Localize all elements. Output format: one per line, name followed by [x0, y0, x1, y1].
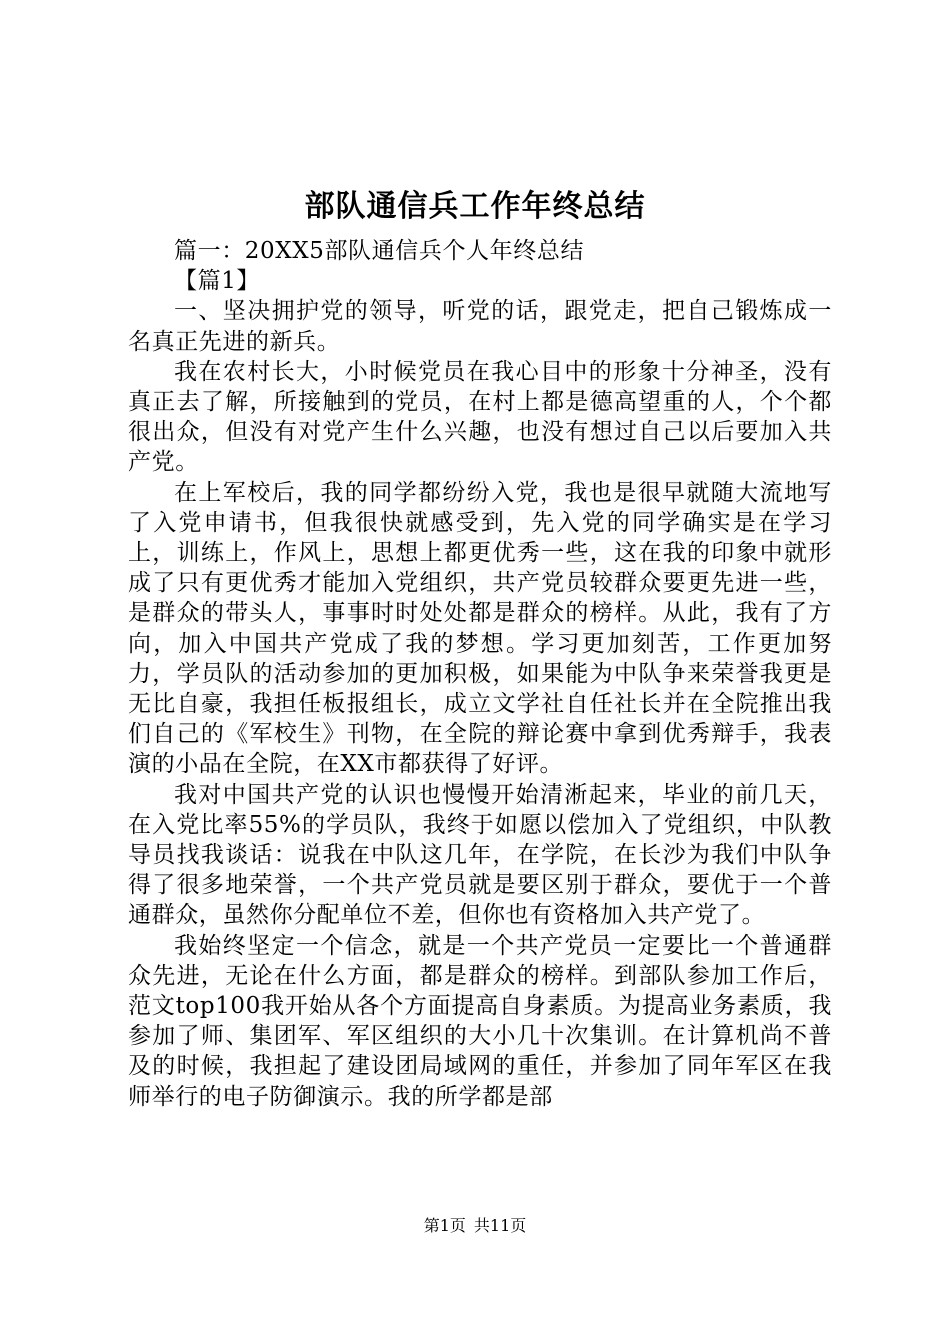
paragraph: 我对中国共产党的认识也慢慢开始清淅起来，毕业的前几天，在入党比率55%的学员队，我终于如愿以偿加入了党组织，中队教导员找我谈话：说我在中队这几年，在学院，在长沙为我们中队争得了很多地荣誉，一个共产党员就是要区别于群众，要优于一个普通群众，虽然你分配单位不差，但你也有资格加入共产党了。: [128, 781, 832, 929]
document-body: [128, 236, 832, 1112]
paragraph: 在上军校后，我的同学都纷纷入党，我也是很早就随大流地写了入党申请书，但我很快就感受到，先入党的同学确实是在学习上，训练上，作风上，思想上都更优秀一些，这在我的印象中就形成了只有更优秀才能加入党组织，共产党员较群众要更先进一些，是群众的带头人，事事时时处处都是群众的榜样。从此，我有了方向，加入中国共产党成了我的梦想。学习更加刻苦，工作更加努力，学员队的活动参加的更加积极，如果能为中队争来荣誉我更是无比自豪，我担任板报组长，成立文学社自任社长并在全院推出我们自己的《军校生》刊物，在全院的辩论赛中拿到优秀辩手，我表演的小品在全院，在XX市都获得了好评。: [128, 479, 832, 778]
section-label: 【篇1】: [174, 268, 261, 295]
page-number: 第1页: [423, 1216, 466, 1235]
paragraph: 我在农村长大，小时候党员在我心目中的形象十分神圣，没有真正去了解，所接触到的党员，在村上都是德高望重的人，个个都很出众，但没有对党产生什么兴趣，也没有想过自己以后要加入共产党。: [128, 358, 832, 476]
subtitle: 篇一：20XX5部队通信兵个人年终总结: [174, 238, 585, 264]
paragraph: 我始终坚定一个信念，就是一个共产党员一定要比一个普通群众先进，无论在什么方面，都是群众的榜样。到部队参加工作后，范文top100我开始从各个方面提高自身素质。为提高业务素质，我参加了师、集团军、军区组织的大小几十次集训。在计算机尚不普及的时候，我担起了建设团局域网的重任，并参加了同年军区在我师举行的电子防御演示。我的所学都是部: [128, 932, 832, 1110]
document-title: 部队通信兵工作年终总结: [304, 189, 646, 224]
paragraph: 一、坚决拥护党的领导，听党的话，跟党走，把自己锻炼成一名真正先进的新兵。: [128, 298, 832, 355]
page-footer: [0, 1214, 950, 1238]
page-total: 共11页: [473, 1216, 527, 1235]
